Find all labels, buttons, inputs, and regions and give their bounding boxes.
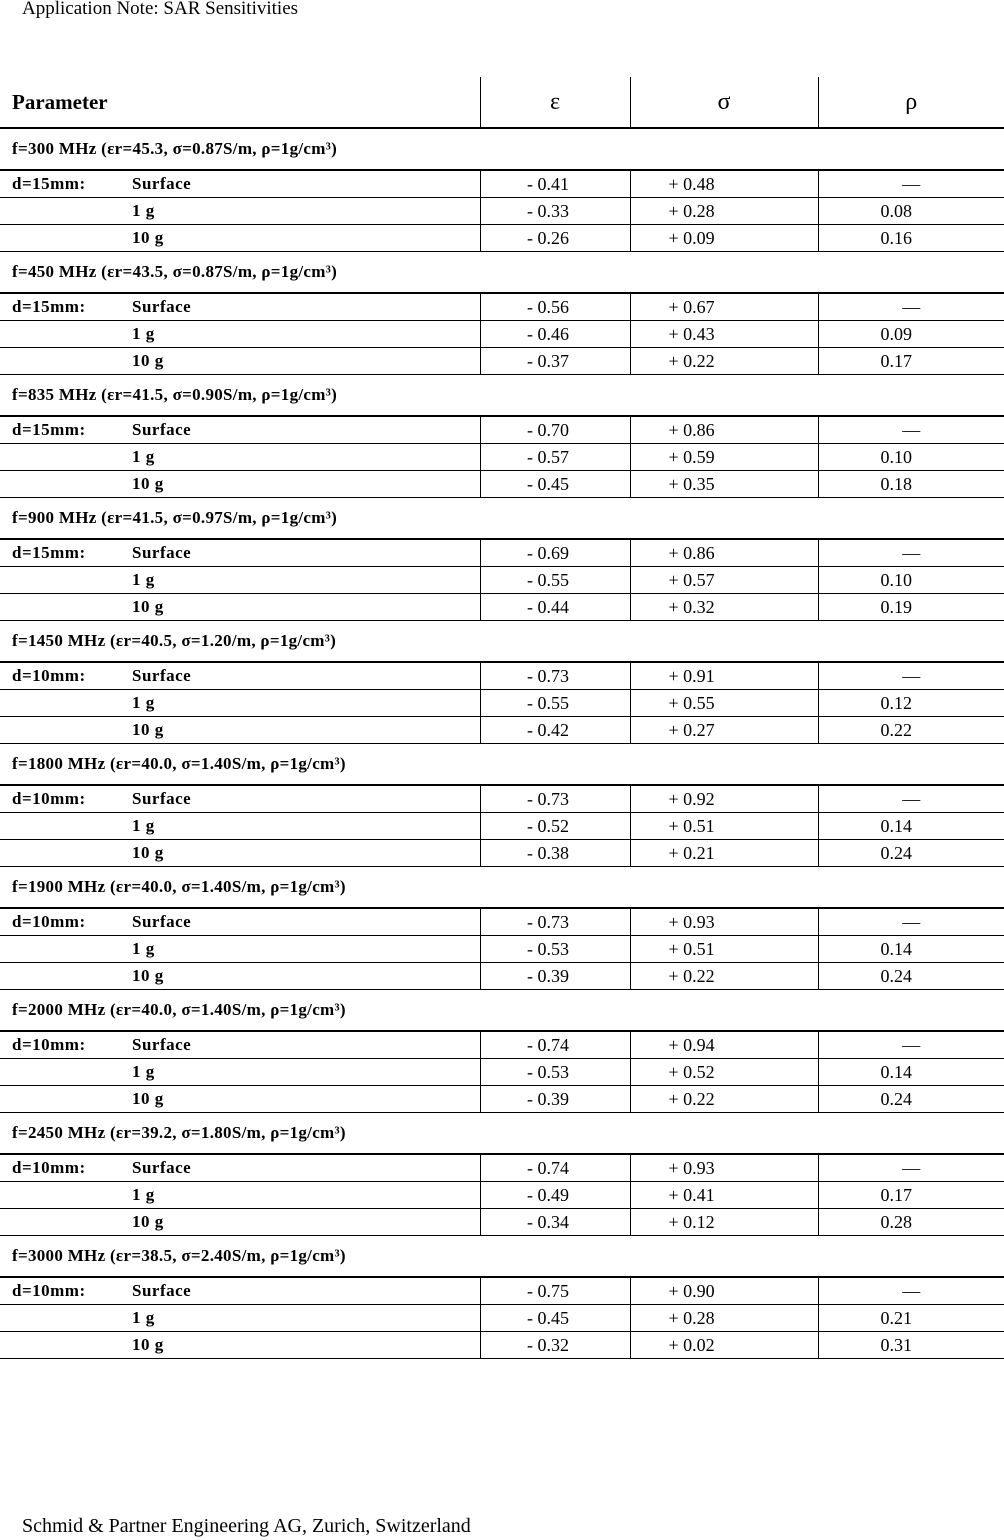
epsilon-cell: - 0.73 — [480, 662, 630, 690]
rho-cell: 0.24 — [818, 963, 1004, 990]
row-label: 1 g — [132, 693, 155, 712]
section-header-row — [0, 498, 1004, 540]
row-label: 1 g — [132, 1185, 155, 1204]
epsilon-cell: - 0.33 — [480, 198, 630, 225]
parameter-cell — [0, 170, 480, 198]
depth-label: d=10mm: — [12, 1035, 86, 1054]
epsilon-cell: - 0.44 — [480, 594, 630, 621]
sigma-cell: + 0.51 — [630, 813, 818, 840]
rho-cell: — — [818, 1031, 1004, 1059]
row-label: Surface — [132, 1158, 192, 1177]
row-label: 10 g — [132, 843, 164, 862]
table-row — [0, 662, 1004, 690]
epsilon-cell: - 0.56 — [480, 293, 630, 321]
table-row — [0, 1154, 1004, 1182]
row-label: 1 g — [132, 201, 155, 220]
rho-cell: 0.16 — [818, 225, 1004, 252]
sigma-cell: + 0.48 — [630, 170, 818, 198]
row-label: 10 g — [132, 474, 164, 493]
rho-cell: — — [818, 785, 1004, 813]
rho-cell: 0.28 — [818, 1209, 1004, 1236]
page-header: Application Note: SAR Sensitivities — [22, 0, 299, 19]
sar-sensitivity-table — [0, 77, 1004, 1359]
parameter-cell — [0, 785, 480, 813]
row-label: Surface — [132, 1035, 192, 1054]
table-row — [0, 908, 1004, 936]
column-header-epsilon: ε — [480, 77, 630, 128]
parameter-cell — [0, 293, 480, 321]
epsilon-cell: - 0.73 — [480, 785, 630, 813]
sigma-cell: + 0.86 — [630, 416, 818, 444]
section-title: f=1900 MHz (εr=40.0, σ=1.40S/m, ρ=1g/cm³) — [0, 867, 1004, 909]
parameter-cell — [0, 662, 480, 690]
epsilon-cell: - 0.45 — [480, 471, 630, 498]
epsilon-cell: - 0.45 — [480, 1305, 630, 1332]
section-title: f=2450 MHz (εr=39.2, σ=1.80S/m, ρ=1g/cm³) — [0, 1113, 1004, 1155]
sigma-cell: + 0.55 — [630, 690, 818, 717]
table-row — [0, 1277, 1004, 1305]
parameter-cell — [0, 225, 480, 252]
rho-cell: — — [818, 662, 1004, 690]
sigma-cell: + 0.28 — [630, 1305, 818, 1332]
section-header-row — [0, 1113, 1004, 1155]
parameter-cell — [0, 1154, 480, 1182]
table-row — [0, 539, 1004, 567]
row-label: 1 g — [132, 939, 155, 958]
epsilon-cell: - 0.32 — [480, 1332, 630, 1359]
sigma-cell: + 0.59 — [630, 444, 818, 471]
rho-cell: 0.19 — [818, 594, 1004, 621]
epsilon-cell: - 0.53 — [480, 1059, 630, 1086]
sigma-cell: + 0.93 — [630, 1154, 818, 1182]
rho-cell: 0.10 — [818, 567, 1004, 594]
parameter-cell — [0, 1059, 480, 1086]
table-row — [0, 444, 1004, 471]
table-row — [0, 198, 1004, 225]
row-label: 10 g — [132, 351, 164, 370]
depth-label: d=10mm: — [12, 912, 86, 931]
table-row — [0, 471, 1004, 498]
parameter-cell — [0, 1305, 480, 1332]
rho-cell: 0.09 — [818, 321, 1004, 348]
parameter-cell — [0, 1209, 480, 1236]
section-title: f=1800 MHz (εr=40.0, σ=1.40S/m, ρ=1g/cm³) — [0, 744, 1004, 786]
table-row — [0, 785, 1004, 813]
table-row — [0, 1332, 1004, 1359]
table-row — [0, 170, 1004, 198]
epsilon-cell: - 0.74 — [480, 1031, 630, 1059]
epsilon-cell: - 0.41 — [480, 170, 630, 198]
epsilon-cell: - 0.53 — [480, 936, 630, 963]
sigma-cell: + 0.22 — [630, 1086, 818, 1113]
rho-cell: — — [818, 1154, 1004, 1182]
table-row — [0, 1305, 1004, 1332]
rho-cell: 0.14 — [818, 936, 1004, 963]
epsilon-cell: - 0.39 — [480, 963, 630, 990]
column-header-sigma: σ — [630, 77, 818, 128]
rho-cell: 0.17 — [818, 348, 1004, 375]
epsilon-cell: - 0.57 — [480, 444, 630, 471]
table-row — [0, 225, 1004, 252]
row-label: 10 g — [132, 720, 164, 739]
row-label: 10 g — [132, 228, 164, 247]
row-label: 1 g — [132, 570, 155, 589]
parameter-cell — [0, 1332, 480, 1359]
row-label: Surface — [132, 1281, 192, 1300]
parameter-cell — [0, 963, 480, 990]
table-row — [0, 717, 1004, 744]
table-row — [0, 594, 1004, 621]
sigma-cell: + 0.09 — [630, 225, 818, 252]
page-footer: Schmid & Partner Engineering AG, Zurich, Switzerland — [22, 1515, 471, 1537]
parameter-cell — [0, 444, 480, 471]
rho-cell: 0.12 — [818, 690, 1004, 717]
table-header-row — [0, 77, 1004, 128]
table-row — [0, 1086, 1004, 1113]
row-label: Surface — [132, 912, 192, 931]
row-label: Surface — [132, 297, 192, 316]
sigma-cell: + 0.93 — [630, 908, 818, 936]
row-label: 10 g — [132, 597, 164, 616]
epsilon-cell: - 0.75 — [480, 1277, 630, 1305]
rho-cell: 0.24 — [818, 840, 1004, 867]
parameter-cell — [0, 198, 480, 225]
section-header-row — [0, 621, 1004, 663]
sigma-cell: + 0.91 — [630, 662, 818, 690]
table-row — [0, 567, 1004, 594]
section-title: f=450 MHz (εr=43.5, σ=0.87S/m, ρ=1g/cm³) — [0, 252, 1004, 294]
parameter-cell — [0, 813, 480, 840]
row-label: 10 g — [132, 1089, 164, 1108]
row-label: 1 g — [132, 1062, 155, 1081]
section-title: f=300 MHz (εr=45.3, σ=0.87S/m, ρ=1g/cm³) — [0, 128, 1004, 170]
table-row — [0, 1031, 1004, 1059]
parameter-cell — [0, 471, 480, 498]
parameter-cell — [0, 594, 480, 621]
table-row — [0, 1209, 1004, 1236]
parameter-cell — [0, 690, 480, 717]
column-header-rho: ρ — [818, 77, 1004, 128]
rho-cell: — — [818, 170, 1004, 198]
rho-cell: 0.24 — [818, 1086, 1004, 1113]
row-label: Surface — [132, 789, 192, 808]
epsilon-cell: - 0.39 — [480, 1086, 630, 1113]
section-header-row — [0, 375, 1004, 417]
rho-cell: 0.21 — [818, 1305, 1004, 1332]
epsilon-cell: - 0.26 — [480, 225, 630, 252]
epsilon-cell: - 0.46 — [480, 321, 630, 348]
rho-cell: — — [818, 416, 1004, 444]
table-row — [0, 936, 1004, 963]
row-label: 10 g — [132, 1335, 164, 1354]
rho-cell: 0.18 — [818, 471, 1004, 498]
table-row — [0, 963, 1004, 990]
rho-cell: — — [818, 1277, 1004, 1305]
section-title: f=1450 MHz (εr=40.5, σ=1.20/m, ρ=1g/cm³) — [0, 621, 1004, 663]
depth-label: d=10mm: — [12, 666, 86, 685]
table-row — [0, 840, 1004, 867]
table-row — [0, 293, 1004, 321]
parameter-cell — [0, 936, 480, 963]
row-label: 10 g — [132, 1212, 164, 1231]
rho-cell: 0.14 — [818, 1059, 1004, 1086]
rho-cell: — — [818, 539, 1004, 567]
table-row — [0, 416, 1004, 444]
sigma-cell: + 0.90 — [630, 1277, 818, 1305]
sigma-cell: + 0.67 — [630, 293, 818, 321]
depth-label: d=15mm: — [12, 420, 86, 439]
sigma-cell: + 0.92 — [630, 785, 818, 813]
parameter-cell — [0, 908, 480, 936]
sigma-cell: + 0.02 — [630, 1332, 818, 1359]
row-label: Surface — [132, 420, 192, 439]
rho-cell: 0.17 — [818, 1182, 1004, 1209]
epsilon-cell: - 0.70 — [480, 416, 630, 444]
rho-cell: 0.31 — [818, 1332, 1004, 1359]
section-title: f=835 MHz (εr=41.5, σ=0.90S/m, ρ=1g/cm³) — [0, 375, 1004, 417]
row-label: 1 g — [132, 1308, 155, 1327]
epsilon-cell: - 0.55 — [480, 567, 630, 594]
depth-label: d=15mm: — [12, 543, 86, 562]
epsilon-cell: - 0.73 — [480, 908, 630, 936]
parameter-cell — [0, 348, 480, 375]
table-row — [0, 1182, 1004, 1209]
sigma-cell: + 0.27 — [630, 717, 818, 744]
sigma-cell: + 0.21 — [630, 840, 818, 867]
section-title: f=900 MHz (εr=41.5, σ=0.97S/m, ρ=1g/cm³) — [0, 498, 1004, 540]
rho-cell: 0.10 — [818, 444, 1004, 471]
rho-cell: — — [818, 908, 1004, 936]
section-title: f=2000 MHz (εr=40.0, σ=1.40S/m, ρ=1g/cm³) — [0, 990, 1004, 1032]
epsilon-cell: - 0.55 — [480, 690, 630, 717]
section-header-row — [0, 1236, 1004, 1278]
parameter-cell — [0, 416, 480, 444]
rho-cell: 0.22 — [818, 717, 1004, 744]
rho-cell: 0.08 — [818, 198, 1004, 225]
epsilon-cell: - 0.52 — [480, 813, 630, 840]
sigma-cell: + 0.86 — [630, 539, 818, 567]
depth-label: d=15mm: — [12, 297, 86, 316]
sigma-cell: + 0.28 — [630, 198, 818, 225]
parameter-cell — [0, 1086, 480, 1113]
section-header-row — [0, 252, 1004, 294]
parameter-cell — [0, 539, 480, 567]
sigma-cell: + 0.41 — [630, 1182, 818, 1209]
column-header-parameter: Parameter — [0, 77, 480, 128]
section-header-row — [0, 128, 1004, 170]
sigma-cell: + 0.12 — [630, 1209, 818, 1236]
row-label: 1 g — [132, 324, 155, 343]
epsilon-cell: - 0.42 — [480, 717, 630, 744]
section-title: f=3000 MHz (εr=38.5, σ=2.40S/m, ρ=1g/cm³) — [0, 1236, 1004, 1278]
epsilon-cell: - 0.34 — [480, 1209, 630, 1236]
sigma-cell: + 0.43 — [630, 321, 818, 348]
section-header-row — [0, 867, 1004, 909]
epsilon-cell: - 0.37 — [480, 348, 630, 375]
sigma-cell: + 0.57 — [630, 567, 818, 594]
epsilon-cell: - 0.74 — [480, 1154, 630, 1182]
epsilon-cell: - 0.69 — [480, 539, 630, 567]
depth-label: d=10mm: — [12, 789, 86, 808]
row-label: 1 g — [132, 447, 155, 466]
sigma-cell: + 0.52 — [630, 1059, 818, 1086]
sigma-cell: + 0.22 — [630, 963, 818, 990]
sigma-cell: + 0.35 — [630, 471, 818, 498]
depth-label: d=15mm: — [12, 174, 86, 193]
table-row — [0, 348, 1004, 375]
parameter-cell — [0, 321, 480, 348]
depth-label: d=10mm: — [12, 1281, 86, 1300]
row-label: Surface — [132, 666, 192, 685]
sigma-cell: + 0.51 — [630, 936, 818, 963]
depth-label: d=10mm: — [12, 1158, 86, 1177]
table-row — [0, 690, 1004, 717]
row-label: Surface — [132, 543, 192, 562]
parameter-cell — [0, 567, 480, 594]
sigma-cell: + 0.94 — [630, 1031, 818, 1059]
row-label: Surface — [132, 174, 192, 193]
epsilon-cell: - 0.49 — [480, 1182, 630, 1209]
sigma-cell: + 0.22 — [630, 348, 818, 375]
parameter-cell — [0, 840, 480, 867]
parameter-cell — [0, 1182, 480, 1209]
table-row — [0, 1059, 1004, 1086]
epsilon-cell: - 0.38 — [480, 840, 630, 867]
table-row — [0, 321, 1004, 348]
table-row — [0, 813, 1004, 840]
row-label: 1 g — [132, 816, 155, 835]
row-label: 10 g — [132, 966, 164, 985]
rho-cell: 0.14 — [818, 813, 1004, 840]
parameter-cell — [0, 1031, 480, 1059]
section-header-row — [0, 990, 1004, 1032]
parameter-cell — [0, 717, 480, 744]
rho-cell: — — [818, 293, 1004, 321]
sigma-cell: + 0.32 — [630, 594, 818, 621]
section-header-row — [0, 744, 1004, 786]
parameter-cell — [0, 1277, 480, 1305]
